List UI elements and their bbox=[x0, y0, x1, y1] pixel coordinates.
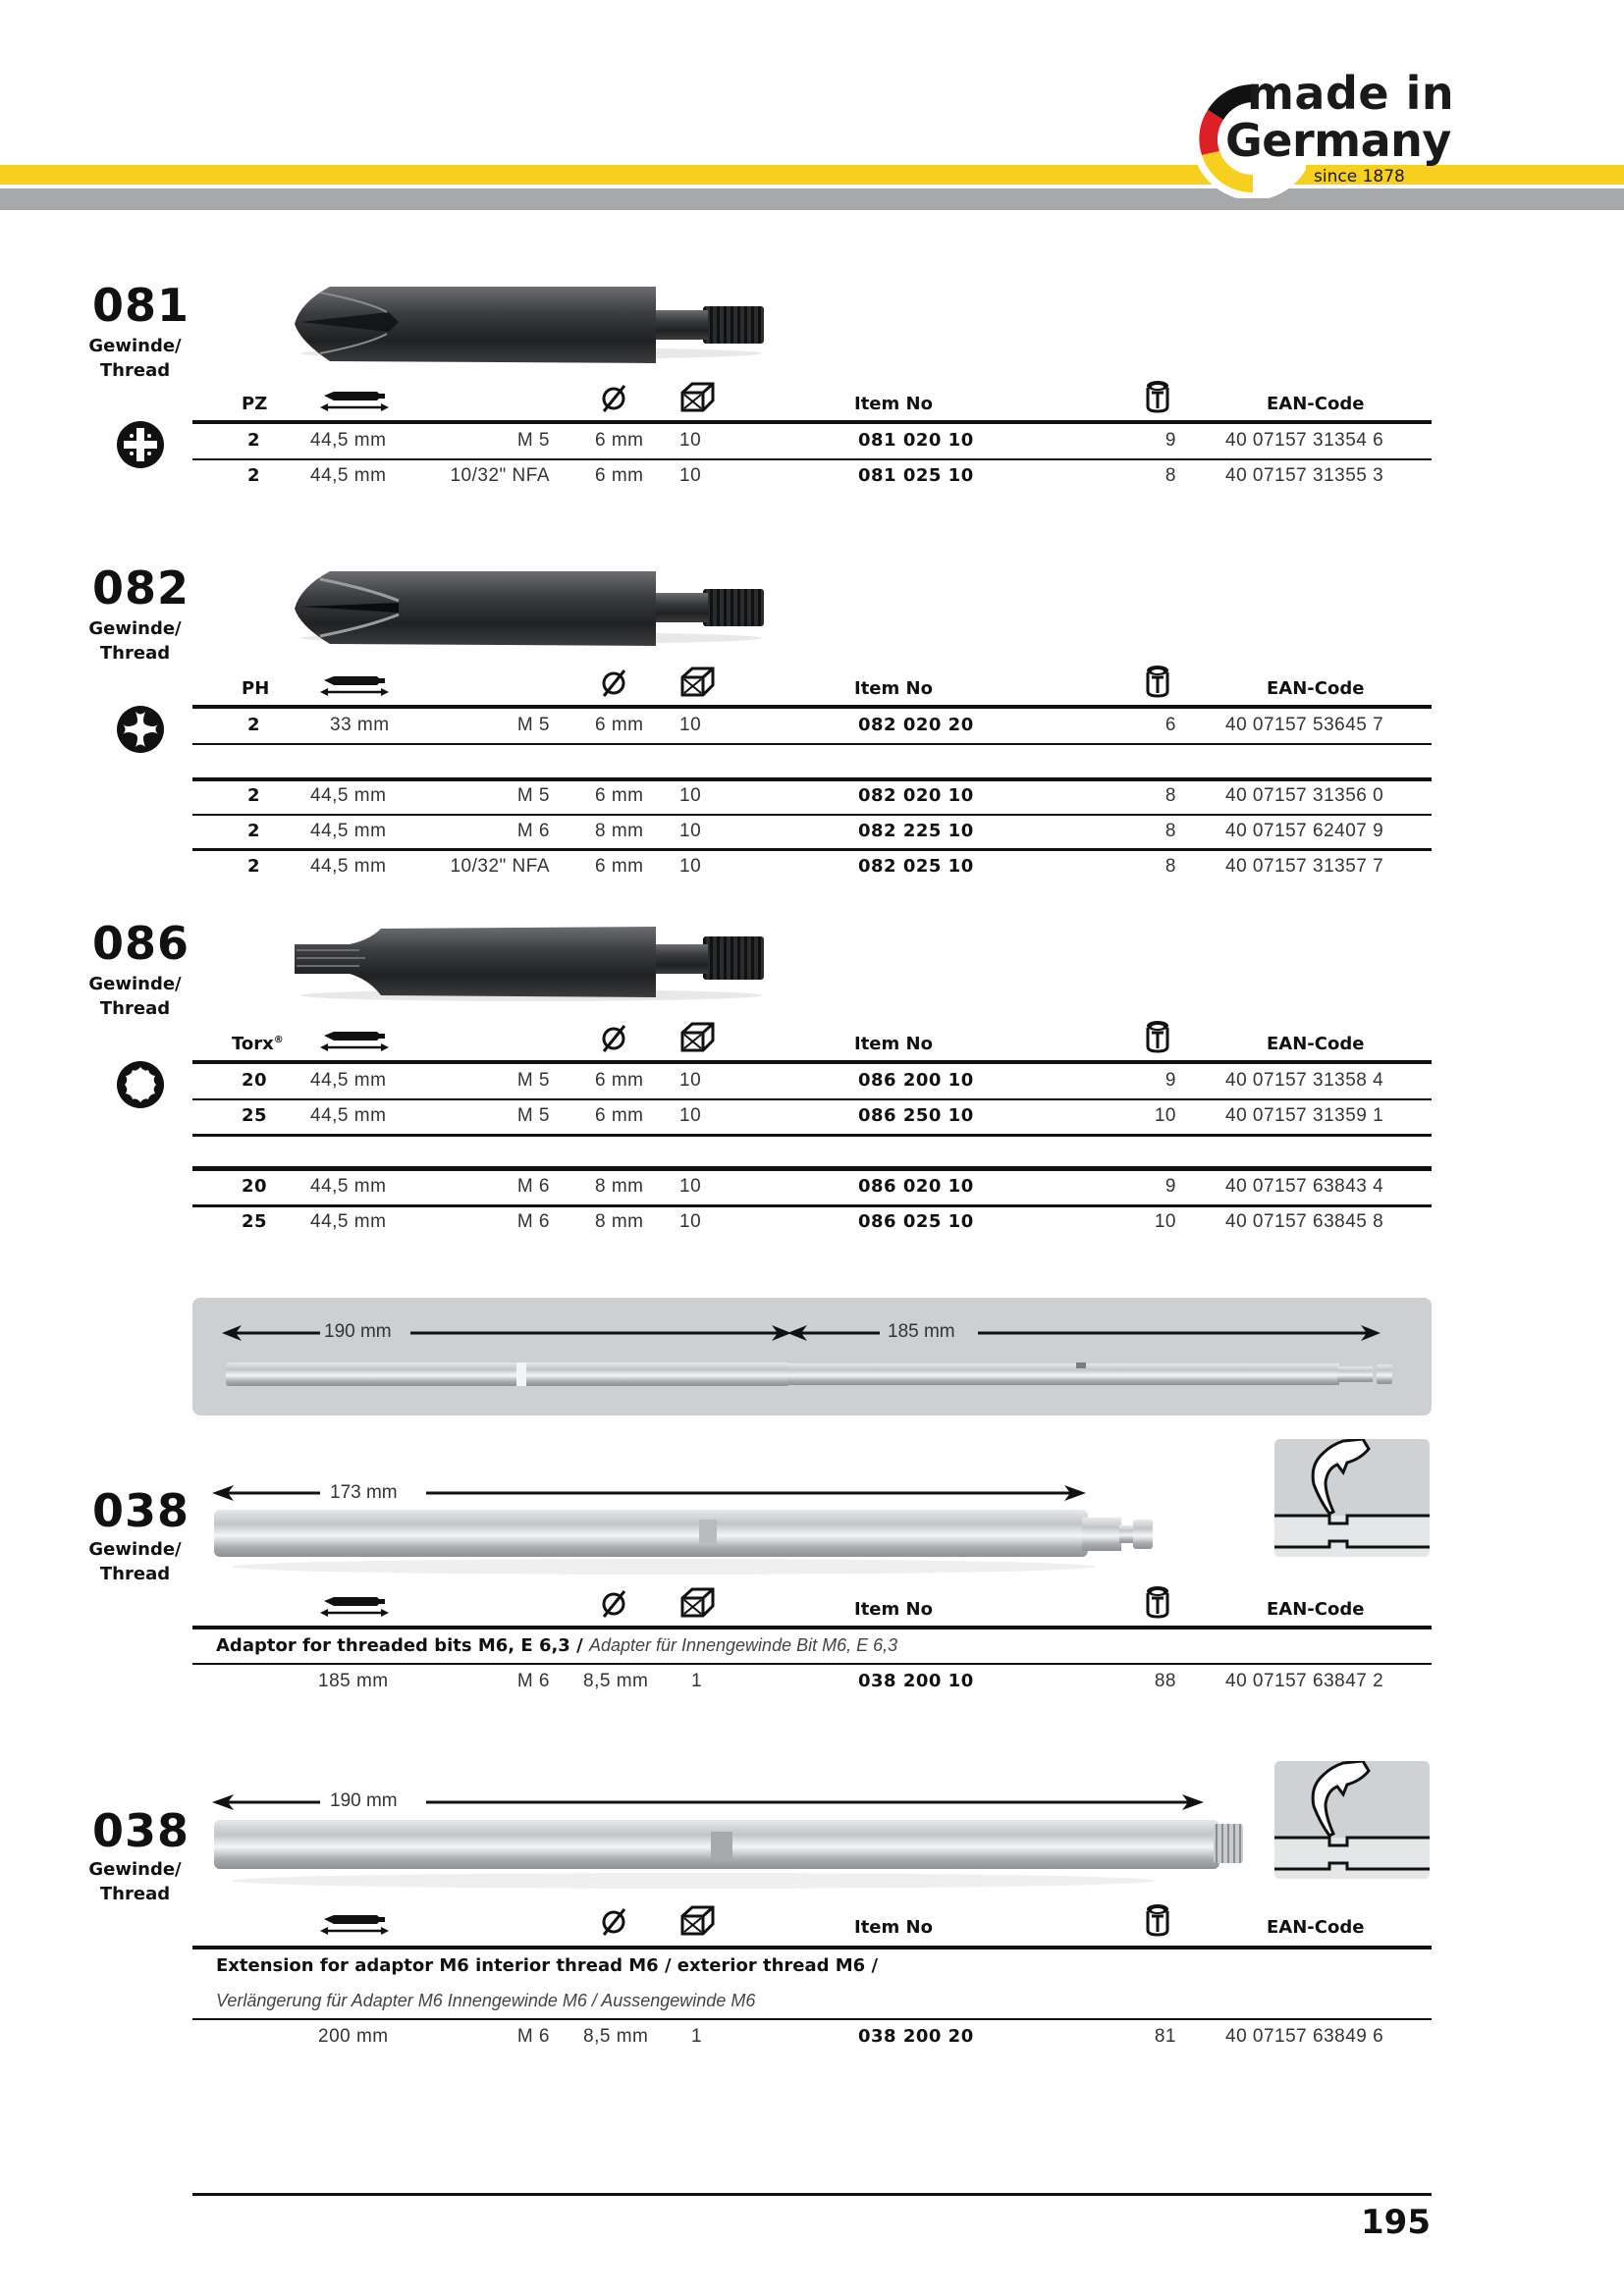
length-cell: 44,5 mm bbox=[310, 1070, 387, 1091]
subtitle-line-1: Gewinde/ bbox=[88, 618, 182, 639]
ean-cell: 40 07157 63845 8 bbox=[1225, 1211, 1384, 1232]
weight-cell: 8 bbox=[1164, 785, 1176, 806]
pozidriv-icon bbox=[116, 420, 165, 469]
pack-cell: 10 bbox=[679, 1176, 702, 1197]
table-row bbox=[192, 1205, 1432, 1239]
length-cell: 44,5 mm bbox=[310, 856, 387, 877]
thread-cell: M 6 bbox=[516, 1211, 550, 1232]
pack-cell: 10 bbox=[679, 856, 702, 877]
length-cell: 200 mm bbox=[318, 2026, 389, 2047]
thread-cell: M 6 bbox=[516, 821, 550, 841]
length-cell: 185 mm bbox=[318, 1671, 389, 1691]
ean-cell: 40 07157 31356 0 bbox=[1225, 785, 1384, 806]
size-cell: 2 bbox=[247, 715, 261, 735]
thread-cell: M 6 bbox=[516, 1671, 550, 1691]
weight-cell: 9 bbox=[1164, 1176, 1176, 1197]
weight-cell: 10 bbox=[1154, 1211, 1176, 1232]
pack-box-icon bbox=[679, 381, 717, 414]
table-header bbox=[192, 379, 1432, 418]
length-cell: 44,5 mm bbox=[310, 430, 387, 451]
diameter-icon bbox=[601, 1590, 628, 1620]
table-row bbox=[192, 850, 1432, 883]
header-rule bbox=[192, 1626, 1432, 1629]
description-english: Extension for adaptor M6 interior thread M6 / exterior thread M6 / bbox=[216, 1955, 879, 1976]
size-cell: 2 bbox=[247, 430, 261, 451]
item-no-cell: 038 200 20 bbox=[858, 2026, 974, 2047]
bit-length-icon bbox=[320, 391, 389, 414]
ean-cell: 40 07157 62407 9 bbox=[1225, 821, 1384, 841]
diameter-icon bbox=[601, 1025, 628, 1054]
weight-cell: 81 bbox=[1154, 2026, 1176, 2047]
section-number-082: 082 bbox=[92, 561, 190, 614]
length-cell: 44,5 mm bbox=[310, 821, 387, 841]
table-row bbox=[192, 1665, 1432, 1698]
pack-cell: 10 bbox=[679, 1105, 702, 1126]
table-row bbox=[192, 815, 1432, 848]
pack-cell: 10 bbox=[679, 715, 702, 735]
table-row bbox=[192, 2020, 1432, 2054]
section-subtitle-038-adaptor bbox=[79, 1537, 191, 1586]
page-number: 195 bbox=[1361, 2203, 1431, 2242]
subtitle-line-2: Thread bbox=[99, 360, 171, 381]
length-cell: 33 mm bbox=[330, 715, 390, 735]
extension-description-german bbox=[216, 1991, 755, 2011]
section-subtitle-086 bbox=[79, 972, 191, 1021]
subtitle-line-1: Gewinde/ bbox=[88, 1859, 182, 1880]
pack-box-icon bbox=[679, 1021, 717, 1054]
ean-code-header: EAN-Code bbox=[1267, 678, 1365, 699]
row-rule bbox=[192, 1134, 1432, 1137]
section-number-086: 086 bbox=[92, 917, 190, 970]
table-header bbox=[192, 1019, 1432, 1058]
diameter-cell: 6 mm bbox=[595, 1105, 644, 1126]
ean-cell: 40 07157 31355 3 bbox=[1225, 465, 1384, 486]
torx-bit-image bbox=[291, 923, 772, 1003]
weight-icon bbox=[1145, 1019, 1170, 1054]
diameter-cell: 8 mm bbox=[595, 821, 644, 841]
item-no-header: Item No bbox=[854, 678, 933, 699]
adaptor-dimension-label: 173 mm bbox=[330, 1482, 398, 1503]
row-rule bbox=[192, 743, 1432, 745]
table-row bbox=[192, 459, 1432, 493]
subtitle-line-2: Thread bbox=[99, 1564, 171, 1584]
left-dimension-label: 190 mm bbox=[324, 1321, 392, 1342]
subtitle-line-2: Thread bbox=[99, 998, 171, 1019]
item-no-cell: 086 025 10 bbox=[858, 1211, 974, 1232]
table-row bbox=[192, 1170, 1432, 1203]
pack-cell: 1 bbox=[691, 2026, 703, 2047]
table-header bbox=[192, 1584, 1432, 1624]
table-header bbox=[192, 1902, 1432, 1942]
pack-box-icon bbox=[679, 1586, 717, 1620]
weight-cell: 9 bbox=[1164, 430, 1176, 451]
subtitle-line-2: Thread bbox=[99, 1884, 171, 1904]
header-rule bbox=[192, 1946, 1432, 1949]
pozidriv-bit-image bbox=[291, 283, 772, 363]
section-subtitle-082 bbox=[79, 616, 191, 666]
weight-icon bbox=[1145, 1584, 1170, 1620]
item-no-header: Item No bbox=[854, 1917, 933, 1938]
assembly-dimension-arrows bbox=[192, 1298, 1432, 1415]
diameter-cell: 8,5 mm bbox=[583, 1671, 649, 1691]
adaptor-description bbox=[216, 1635, 897, 1656]
thread-cell: 10/32" NFA bbox=[450, 465, 550, 486]
ean-cell: 40 07157 31358 4 bbox=[1225, 1070, 1384, 1091]
ean-code-header: EAN-Code bbox=[1267, 1034, 1365, 1054]
item-no-header: Item No bbox=[854, 1599, 933, 1620]
thread-cell: M 6 bbox=[516, 1176, 550, 1197]
ean-cell: 40 07157 63849 6 bbox=[1225, 2026, 1384, 2047]
extension-description-english bbox=[216, 1955, 878, 1976]
pack-cell: 1 bbox=[691, 1671, 703, 1691]
table-row bbox=[192, 1099, 1432, 1133]
length-cell: 44,5 mm bbox=[310, 1176, 387, 1197]
thread-cell: M 5 bbox=[516, 785, 550, 806]
section-subtitle-038-extension bbox=[79, 1857, 191, 1906]
size-cell: 25 bbox=[242, 1211, 268, 1232]
wrench-icon bbox=[1274, 1439, 1430, 1557]
pack-cell: 10 bbox=[679, 1211, 702, 1232]
diameter-icon bbox=[601, 1908, 628, 1938]
item-no-cell: 081 025 10 bbox=[858, 465, 974, 486]
item-no-cell: 082 225 10 bbox=[858, 821, 974, 841]
length-cell: 44,5 mm bbox=[310, 785, 387, 806]
right-dimension-label: 185 mm bbox=[888, 1321, 955, 1342]
subtitle-line-2: Thread bbox=[99, 643, 171, 664]
description-english: Adaptor for threaded bits M6, E 6,3 bbox=[216, 1635, 570, 1656]
logo-since: since 1878 bbox=[1314, 167, 1405, 187]
ean-code-header: EAN-Code bbox=[1267, 1599, 1365, 1620]
description-german: Adapter für Innengewinde Bit M6, E 6,3 bbox=[588, 1635, 898, 1655]
weight-icon bbox=[1145, 664, 1170, 699]
ean-code-header: EAN-Code bbox=[1267, 394, 1365, 414]
ean-cell: 40 07157 53645 7 bbox=[1225, 715, 1384, 735]
item-no-cell: 082 020 20 bbox=[858, 715, 974, 735]
item-no-cell: 082 025 10 bbox=[858, 856, 974, 877]
drive-label bbox=[232, 1034, 284, 1054]
weight-cell: 8 bbox=[1164, 821, 1176, 841]
table-header bbox=[192, 664, 1432, 703]
weight-cell: 9 bbox=[1164, 1070, 1176, 1091]
item-no-header: Item No bbox=[854, 1034, 933, 1054]
subtitle-line-1: Gewinde/ bbox=[88, 974, 182, 994]
ean-code-header: EAN-Code bbox=[1267, 1917, 1365, 1938]
thread-cell: M 5 bbox=[516, 715, 550, 735]
length-cell: 44,5 mm bbox=[310, 465, 387, 486]
pack-cell: 10 bbox=[679, 465, 702, 486]
thread-cell: M 5 bbox=[516, 1105, 550, 1126]
table-row bbox=[192, 709, 1432, 742]
item-no-cell: 082 020 10 bbox=[858, 785, 974, 806]
wrench-flat-detail bbox=[1274, 1761, 1430, 1879]
item-no-cell: 086 020 10 bbox=[858, 1176, 974, 1197]
size-cell: 20 bbox=[242, 1176, 268, 1197]
ean-cell: 40 07157 31357 7 bbox=[1225, 856, 1384, 877]
drive-label: PZ bbox=[242, 394, 268, 414]
made-in-germany-logo bbox=[1188, 67, 1455, 208]
extension-dimension-label: 190 mm bbox=[330, 1790, 398, 1811]
phillips-bit-image bbox=[291, 567, 772, 648]
phillips-icon bbox=[116, 705, 165, 754]
torx-icon bbox=[116, 1060, 165, 1109]
bit-length-icon bbox=[320, 1031, 389, 1054]
section-number-081: 081 bbox=[92, 279, 190, 332]
table-row bbox=[192, 1064, 1432, 1097]
ean-cell: 40 07157 31359 1 bbox=[1225, 1105, 1384, 1126]
diameter-cell: 8 mm bbox=[595, 1176, 644, 1197]
item-no-cell: 086 200 10 bbox=[858, 1070, 974, 1091]
weight-cell: 10 bbox=[1154, 1105, 1176, 1126]
diameter-cell: 6 mm bbox=[595, 785, 644, 806]
diameter-cell: 6 mm bbox=[595, 430, 644, 451]
length-cell: 44,5 mm bbox=[310, 1105, 387, 1126]
diameter-cell: 6 mm bbox=[595, 465, 644, 486]
logo-germany: Germany bbox=[1225, 114, 1451, 167]
pack-cell: 10 bbox=[679, 1070, 702, 1091]
thread-cell: M 5 bbox=[516, 1070, 550, 1091]
torx-label: Torx bbox=[232, 1034, 274, 1054]
weight-cell: 8 bbox=[1164, 465, 1176, 486]
size-cell: 2 bbox=[247, 785, 261, 806]
description-german: Verlängerung für Adapter M6 Innengewinde M6 / Aussengewinde M6 bbox=[216, 1991, 756, 2010]
diameter-cell: 6 mm bbox=[595, 715, 644, 735]
pack-cell: 10 bbox=[679, 430, 702, 451]
subtitle-line-1: Gewinde/ bbox=[88, 1539, 182, 1560]
thread-cell: M 5 bbox=[516, 430, 550, 451]
size-cell: 20 bbox=[242, 1070, 268, 1091]
thread-cell: M 6 bbox=[516, 2026, 550, 2047]
size-cell: 2 bbox=[247, 856, 261, 877]
item-no-cell: 038 200 10 bbox=[858, 1671, 974, 1691]
item-no-cell: 081 020 10 bbox=[858, 430, 974, 451]
bit-length-icon bbox=[320, 1596, 389, 1620]
section-number-038-adaptor: 038 bbox=[92, 1484, 190, 1537]
pack-box-icon bbox=[679, 1904, 717, 1938]
table-row bbox=[192, 424, 1432, 457]
weight-cell: 8 bbox=[1164, 856, 1176, 877]
ean-cell: 40 07157 63843 4 bbox=[1225, 1176, 1384, 1197]
pack-box-icon bbox=[679, 666, 717, 699]
pack-cell: 10 bbox=[679, 821, 702, 841]
wrench-flat-detail bbox=[1274, 1439, 1430, 1557]
registered-mark: ® bbox=[273, 1035, 284, 1045]
weight-icon bbox=[1145, 379, 1170, 414]
ean-cell: 40 07157 31354 6 bbox=[1225, 430, 1384, 451]
subtitle-line-1: Gewinde/ bbox=[88, 336, 182, 356]
item-no-header: Item No bbox=[854, 394, 933, 414]
ean-cell: 40 07157 63847 2 bbox=[1225, 1671, 1384, 1691]
description-separator: / bbox=[569, 1635, 589, 1656]
thread-cell: 10/32" NFA bbox=[450, 856, 550, 877]
table-row bbox=[192, 779, 1432, 813]
item-no-cell: 086 250 10 bbox=[858, 1105, 974, 1126]
pack-cell: 10 bbox=[679, 785, 702, 806]
wrench-icon bbox=[1274, 1761, 1430, 1879]
diameter-icon bbox=[601, 385, 628, 414]
diameter-cell: 6 mm bbox=[595, 1070, 644, 1091]
section-number-038-extension: 038 bbox=[92, 1804, 190, 1857]
weight-cell: 6 bbox=[1164, 715, 1176, 735]
weight-icon bbox=[1145, 1902, 1170, 1938]
assembly-panel bbox=[192, 1298, 1432, 1415]
size-cell: 25 bbox=[242, 1105, 268, 1126]
diameter-cell: 6 mm bbox=[595, 856, 644, 877]
diameter-cell: 8 mm bbox=[595, 1211, 644, 1232]
drive-label: PH bbox=[242, 678, 270, 699]
weight-cell: 88 bbox=[1154, 1671, 1176, 1691]
footer-rule bbox=[192, 2193, 1432, 2196]
diameter-icon bbox=[601, 669, 628, 699]
size-cell: 2 bbox=[247, 821, 261, 841]
diameter-cell: 8,5 mm bbox=[583, 2026, 649, 2047]
length-cell: 44,5 mm bbox=[310, 1211, 387, 1232]
size-cell: 2 bbox=[247, 465, 261, 486]
logo-made-in: made in bbox=[1247, 67, 1455, 120]
bit-length-icon bbox=[320, 1914, 389, 1938]
bit-length-icon bbox=[320, 675, 389, 699]
section-subtitle-081 bbox=[79, 334, 191, 383]
